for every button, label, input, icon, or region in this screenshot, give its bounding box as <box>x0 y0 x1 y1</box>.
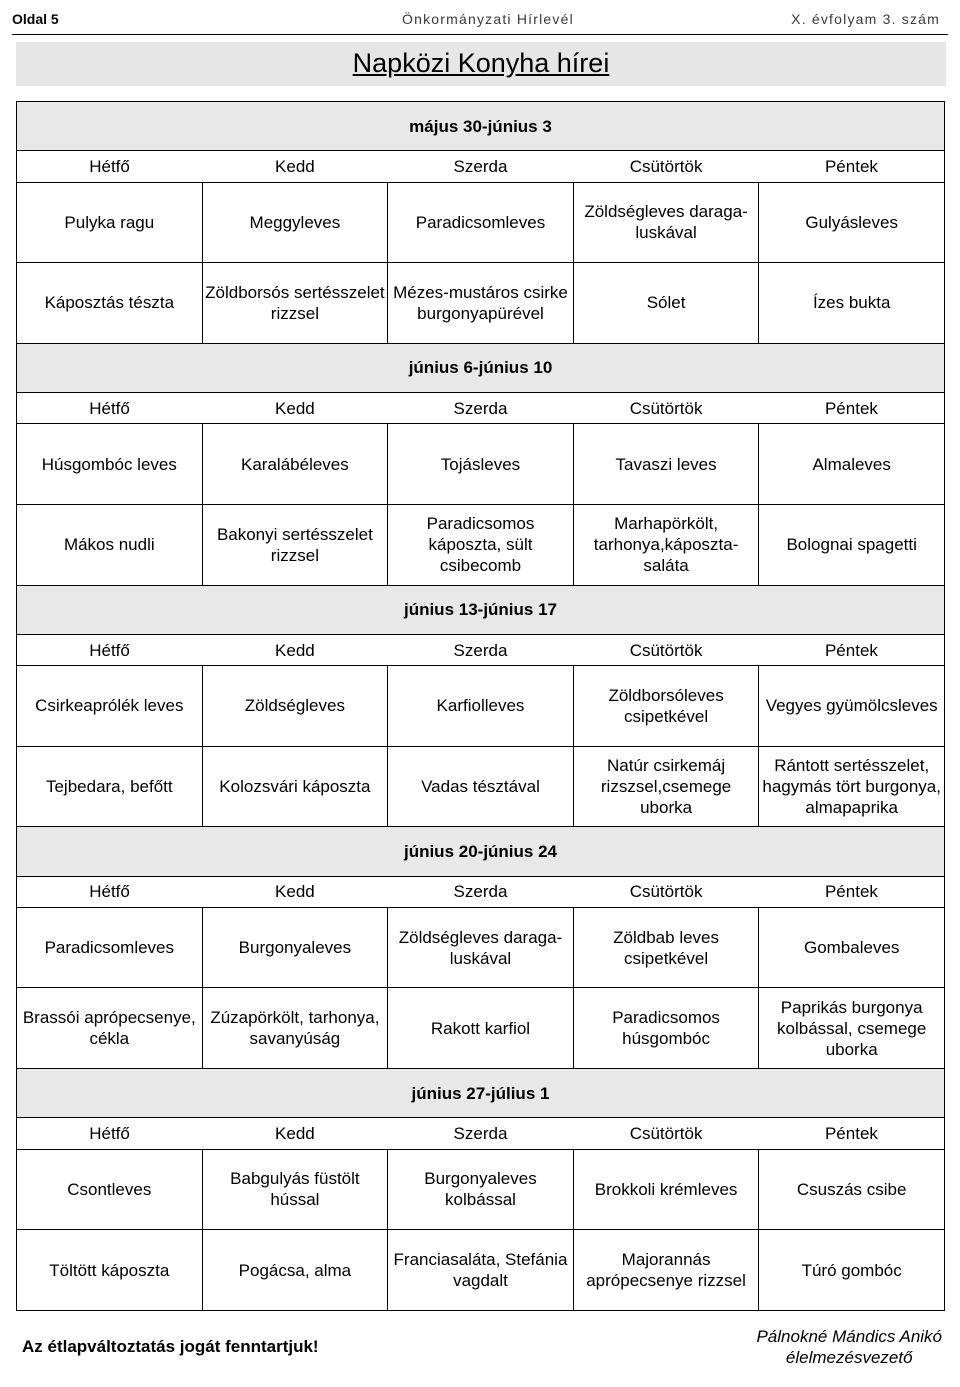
dish-cell: Karfiolleves <box>388 666 574 747</box>
dish-cell: Paradicsomleves <box>388 182 574 263</box>
weekday-label: Hétfő <box>17 393 203 424</box>
dish-cell: Tojásleves <box>388 424 574 505</box>
dish-cell: Kolozsvári káposzta <box>202 746 388 827</box>
page-header <box>12 8 948 34</box>
dish-cell: Almaleves <box>759 424 945 505</box>
weekday-label: Hétfő <box>17 151 203 182</box>
dish-cell: Húsgombóc leves <box>17 424 203 505</box>
weekday-label: Péntek <box>759 876 945 907</box>
signature-name: Pálnokné Mándics Anikó <box>756 1327 942 1346</box>
page-number: Oldal 5 <box>12 11 59 27</box>
weekday-label: Kedd <box>275 1124 315 1144</box>
soup-row <box>17 182 945 263</box>
week-header-row <box>17 343 945 392</box>
dish-cell: Rakott karfiol <box>388 988 574 1069</box>
weekday-label: Hétfő <box>17 876 203 907</box>
header-divider <box>12 34 948 35</box>
weekday-label: Kedd <box>275 398 315 418</box>
dish-cell: Káposztás tészta <box>17 263 203 344</box>
dish-cell: Tavaszi leves <box>573 424 759 505</box>
page-title: Napközi Konyha hírei <box>352 48 610 78</box>
weekday-row <box>17 1118 945 1149</box>
weekday-row <box>17 634 945 665</box>
dish-cell: Vegyes gyümölcsleves <box>759 666 945 747</box>
main-course-row <box>17 263 945 344</box>
week-range: június 13-június 17 <box>17 585 945 634</box>
weekday-label: Hétfő <box>17 634 203 665</box>
dish-cell: Franciasaláta, Stefánia vagdalt <box>388 1230 574 1311</box>
dish-cell: Paradicsomos húsgombóc <box>573 988 759 1069</box>
dish-cell: Sólet <box>573 263 759 344</box>
dish-cell: Ízes bukta <box>759 263 945 344</box>
dish-cell: Csuszás csibe <box>759 1149 945 1230</box>
dish-cell: Zöldborsóleves csipetkével <box>573 666 759 747</box>
dish-cell: Paprikás burgonya kolbással, csemege uborka <box>759 988 945 1069</box>
dish-cell: Csirkeaprólék leves <box>17 666 203 747</box>
weekday-label: Kedd <box>275 882 315 902</box>
dish-cell: Majorannás aprópecsenye rizzsel <box>573 1230 759 1311</box>
week-header-row <box>17 102 945 151</box>
week-range: május 30-június 3 <box>17 102 945 151</box>
weekday-row <box>17 393 945 424</box>
weekday-label: Péntek <box>759 151 945 182</box>
footer-notice: Az étlapváltoztatás jogát fenntartjuk! <box>22 1337 319 1356</box>
weekday-label: Péntek <box>759 1118 945 1149</box>
menu-table <box>16 101 945 1311</box>
weekday-row <box>17 876 945 907</box>
signature-role: élelmezésvezető <box>785 1348 913 1367</box>
weekday-label: Szerda <box>453 1124 508 1144</box>
publication-name: Önkormányzati Hírlevél <box>402 11 574 27</box>
weekday-label: Szerda <box>453 398 508 418</box>
dish-cell: Paradicsomleves <box>17 907 203 988</box>
weekday-label: Kedd <box>275 640 315 660</box>
dish-cell: Marhapörkölt, tarhonya,káposzta-saláta <box>573 504 759 585</box>
soup-row <box>17 1149 945 1230</box>
dish-cell: Vadas tésztával <box>388 746 574 827</box>
week-range: június 6-június 10 <box>17 343 945 392</box>
dish-cell: Rántott sertésszelet, hagymás tört burgonya, almapaprika <box>759 746 945 827</box>
soup-row <box>17 424 945 505</box>
dish-cell: Burgonyaleves kolbással <box>388 1149 574 1230</box>
weekday-row <box>17 151 945 182</box>
dish-cell: Bakonyi sertésszelet rizzsel <box>202 504 388 585</box>
dish-cell: Bolognai spagetti <box>759 504 945 585</box>
dish-cell: Csontleves <box>17 1149 203 1230</box>
dish-cell: Meggyleves <box>202 182 388 263</box>
dish-cell: Gombaleves <box>759 907 945 988</box>
dish-cell: Babgulyás füstölt hússal <box>202 1149 388 1230</box>
dish-cell: Gulyásleves <box>759 182 945 263</box>
weekday-label: Csütörtök <box>629 882 703 902</box>
dish-cell: Zöldbab leves csipetkével <box>573 907 759 988</box>
weekday-label: Szerda <box>453 882 508 902</box>
weekday-label: Csütörtök <box>629 640 703 660</box>
main-course-row <box>17 746 945 827</box>
weekday-label: Csütörtök <box>629 1124 703 1144</box>
dish-cell: Karalábéleves <box>202 424 388 505</box>
footer-signature <box>756 1326 942 1368</box>
weekday-label: Péntek <box>759 393 945 424</box>
dish-cell: Tejbedara, befőtt <box>17 746 203 827</box>
week-header-row <box>17 585 945 634</box>
dish-cell: Zöldségleves daraga-luskával <box>388 907 574 988</box>
weekday-label: Péntek <box>759 634 945 665</box>
soup-row <box>17 666 945 747</box>
dish-cell: Zúzapörkölt, tarhonya, savanyúság <box>202 988 388 1069</box>
dish-cell: Brassói aprópecsenye, cékla <box>17 988 203 1069</box>
dish-cell: Mézes-mustáros csirke burgonyapürével <box>388 263 574 344</box>
main-course-row <box>17 504 945 585</box>
week-range: június 27-július 1 <box>17 1069 945 1118</box>
dish-cell: Zöldségleves daraga-luskával <box>573 182 759 263</box>
title-band <box>16 42 946 86</box>
dish-cell: Töltött káposzta <box>17 1230 203 1311</box>
weekday-label: Kedd <box>275 156 315 176</box>
dish-cell: Pogácsa, alma <box>202 1230 388 1311</box>
dish-cell: Pulyka ragu <box>17 182 203 263</box>
weekday-label: Csütörtök <box>629 156 703 176</box>
dish-cell: Natúr csirkemáj rizszsel,csemege uborka <box>573 746 759 827</box>
week-range: június 20-június 24 <box>17 827 945 876</box>
week-header-row <box>17 1069 945 1118</box>
weekday-label: Szerda <box>453 640 508 660</box>
issue-label: X. évfolyam 3. szám <box>791 11 940 27</box>
main-course-row <box>17 1230 945 1311</box>
weekday-label: Szerda <box>453 156 508 176</box>
dish-cell: Zöldborsós sertésszelet rizzsel <box>202 263 388 344</box>
dish-cell: Paradicsomos káposzta, sült csibecomb <box>388 504 574 585</box>
week-header-row <box>17 827 945 876</box>
dish-cell: Mákos nudli <box>17 504 203 585</box>
soup-row <box>17 907 945 988</box>
dish-cell: Túró gombóc <box>759 1230 945 1311</box>
weekday-label: Csütörtök <box>629 398 703 418</box>
dish-cell: Burgonyaleves <box>202 907 388 988</box>
dish-cell: Brokkoli krémleves <box>573 1149 759 1230</box>
weekday-label: Hétfő <box>17 1118 203 1149</box>
main-course-row <box>17 988 945 1069</box>
dish-cell: Zöldségleves <box>202 666 388 747</box>
